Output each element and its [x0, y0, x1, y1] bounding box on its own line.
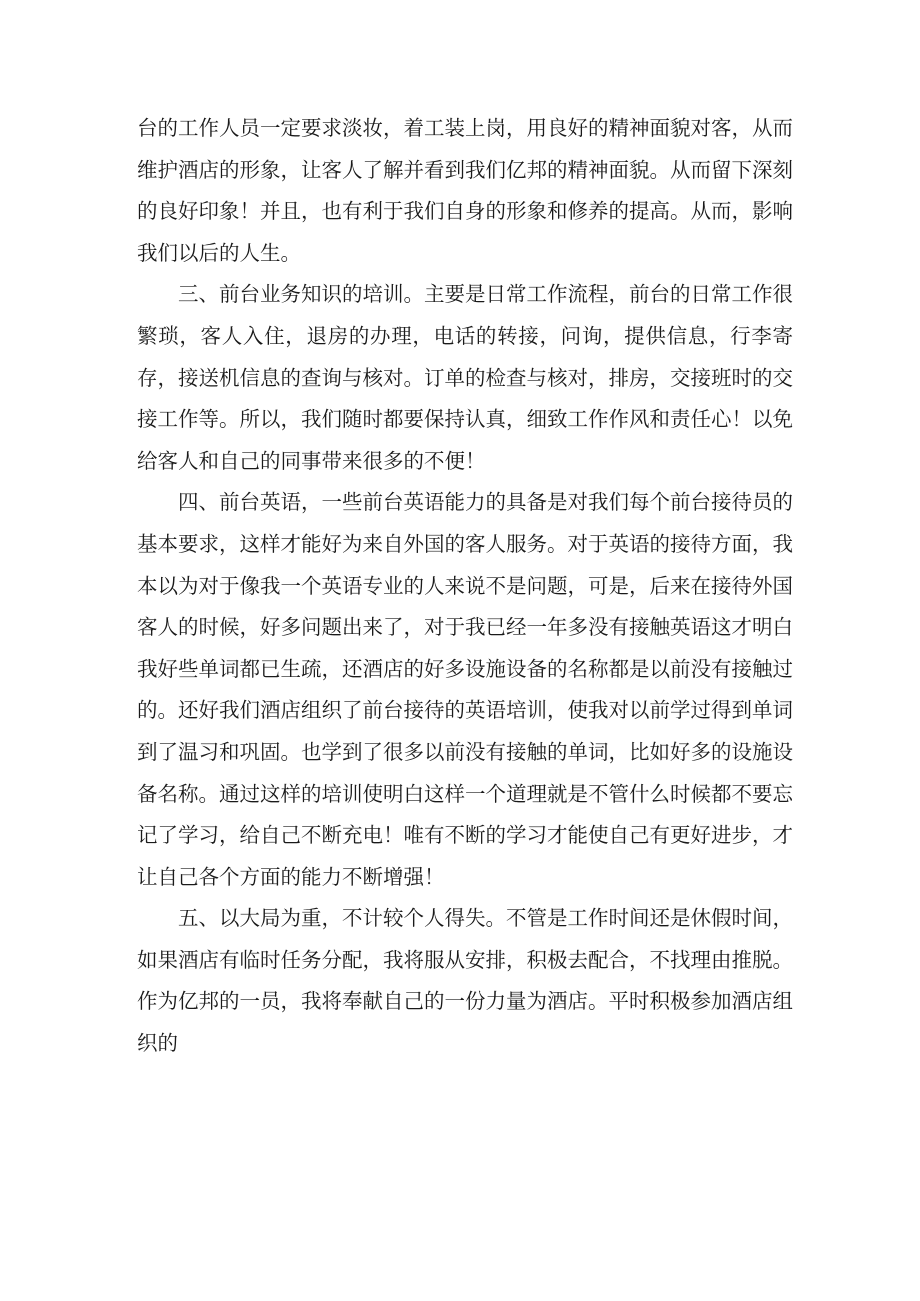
paragraph-overall-interest: 五、以大局为重，不计较个人得失。不管是工作时间还是休假时间，如果酒店有临时任务分配，我将服从安排，积极去配合，不找理由推脱。作为亿邦的一员，我将奉献自己的一份力量为酒店。平时积极参加酒店组织的	[137, 906, 793, 1056]
paragraph-continuation: 台的工作人员一定要求淡妆，着工装上岗，用良好的精神面貌对客，从而维护酒店的形象，让客人了解并看到我们亿邦的精神面貌。从而留下深刻的良好印象！并且，也有利于我们自身的形象和修养的提高。从而，影响我们以后的人生。	[137, 116, 793, 265]
document-body	[137, 108, 793, 1065]
paragraph-front-desk-english: 四、前台英语，一些前台英语能力的具备是对我们每个前台接待员的基本要求，这样才能好为来自外国的客人服务。对于英语的接待方面，我本以为对于像我一个英语专业的人来说不是问题，可是，后来在接待外国客人的时候，好多问题出来了，对于我已经一年多没有接触英语这才明白我好些单词都已生疏，还酒店的好多设施设备的名称都是以前没有接触过的。还好我们酒店组织了前台接待的英语培训，使我对以前学过得到单词到了温习和巩固。也学到了很多以前没有接触的单词，比如好多的设施设备名称。通过这样的培训使明白这样一个道理就是不管什么时候都不要忘记了学习，给自己不断充电！唯有不断的学习才能使自己有更好进步，才让自己各个方面的能力不断增强！	[137, 490, 793, 889]
paragraph-front-desk-training: 三、前台业务知识的培训。主要是日常工作流程，前台的日常工作很繁琐，客人入住，退房的办理，电话的转接，问询，提供信息，行李寄存，接送机信息的查询与核对。订单的检查与核对，排房，交接班时的交接工作等。所以，我们随时都要保持认真，细致工作作风和责任心！以免给客人和自己的同事带来很多的不便！	[137, 282, 793, 473]
